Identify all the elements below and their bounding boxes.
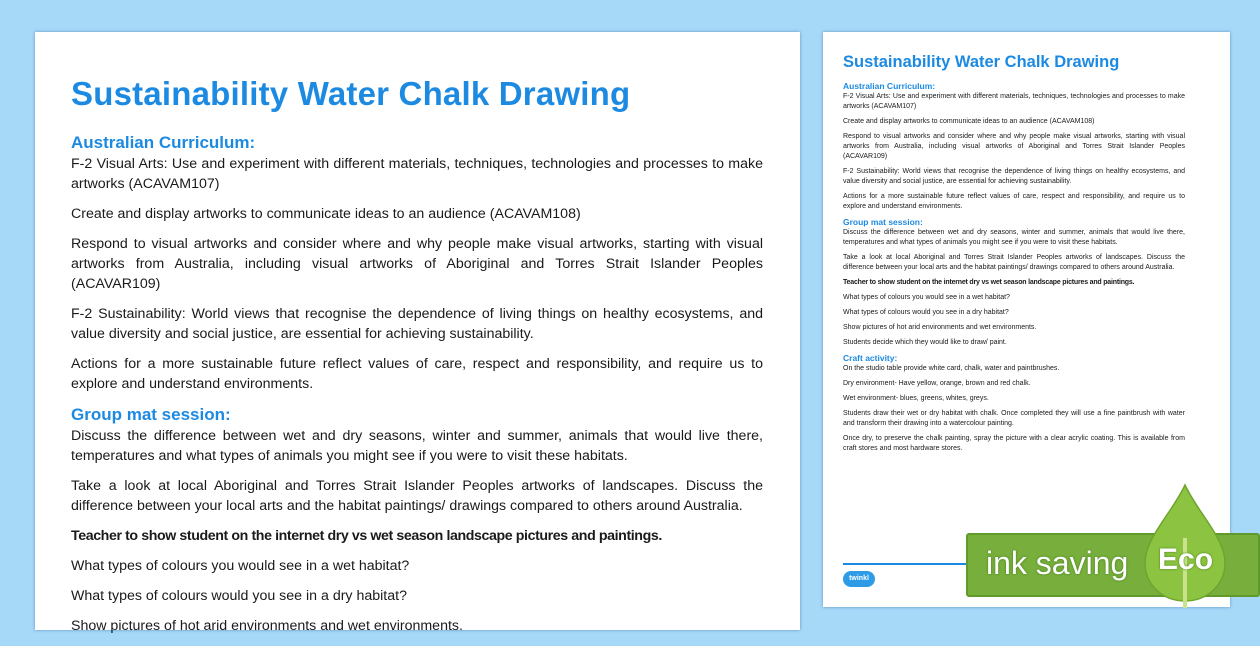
paragraph: Students decide which they would like to draw/ paint.	[843, 339, 1007, 346]
paragraph: Respond to visual artworks and consider where and why people make visual artworks, starting with visual artworks from Australia, including visual artworks of Aboriginal and Torres Strait Islander Peoples (ACAVAR109)	[843, 133, 1185, 160]
paragraph: Students draw their wet or dry habitat with chalk. Once completed they will use a fine paintbrush with water and transform their drawing into a watercolour painting.	[843, 410, 1185, 427]
paragraph: What types of colours you would see in a wet habitat?	[843, 294, 1010, 301]
paragraph: Teacher to show student on the internet dry vs wet season landscape pictures and paintings.	[843, 279, 1135, 286]
section-heading: Australian Curriculum:	[843, 81, 936, 91]
paragraph: Show pictures of hot arid environments and wet environments.	[71, 618, 463, 634]
document-body	[843, 51, 1185, 459]
paragraph: F-2 Sustainability: World views that recognise the dependence of living things on healthy ecosystems, and value diversity and social justice, are essential for achieving sustainability.	[71, 306, 763, 342]
ink-saving-label: ink saving	[986, 545, 1129, 581]
paragraph: F-2 Visual Arts: Use and experiment with different materials, techniques, technologies and processes to make artworks (ACAVAM107)	[71, 156, 763, 192]
section	[71, 404, 763, 636]
paragraph: Create and display artworks to communicate ideas to an audience (ACAVAM108)	[843, 118, 1095, 125]
paragraph: Wet environment- blues, greens, whites, greys.	[843, 395, 989, 402]
paragraph: Teacher to show student on the internet dry vs wet season landscape pictures and paintings.	[71, 528, 662, 544]
paragraph: F-2 Visual Arts: Use and experiment with different materials, techniques, technologies and processes to make artworks (ACAVAM107)	[843, 93, 1185, 110]
document-title: Sustainability Water Chalk Drawing	[71, 75, 631, 112]
section	[71, 132, 763, 394]
section	[843, 81, 1185, 212]
twinkl-logo: twinkl	[843, 571, 875, 587]
paragraph: What types of colours you would see in a wet habitat?	[71, 558, 410, 574]
section-heading: Group mat session:	[843, 217, 923, 227]
paragraph: What types of colours would you see in a dry habitat?	[71, 588, 407, 604]
section-heading: Australian Curriculum:	[71, 133, 256, 152]
paragraph: F-2 Sustainability: World views that recognise the dependence of living things on healthy ecosystems, and value diversity and social justice, are essential for achieving sustainability.	[843, 168, 1185, 185]
eco-label: Eco	[1158, 543, 1214, 576]
section-heading: Group mat session:	[71, 405, 231, 424]
paragraph: Respond to visual artworks and consider where and why people make visual artworks, starting with visual artworks from Australia, including visual artworks of Aboriginal and Torres Strait Islander Peoples (ACAVAR109)	[71, 236, 763, 292]
paragraph: What types of colours would you see in a dry habitat?	[843, 309, 1009, 316]
paragraph: Discuss the difference between wet and dry seasons, winter and summer, animals that would live there, temperatures and what types of animals you might see if you were to visit these habitats.	[71, 428, 763, 464]
paragraph: Discuss the difference between wet and dry seasons, winter and summer, animals that would live there, temperatures and what types of animals you might see if you were to visit these habitats.	[843, 229, 1185, 246]
section	[843, 217, 1185, 348]
document-body	[71, 72, 763, 646]
section	[843, 353, 1185, 454]
paragraph: Actions for a more sustainable future reflect values of care, respect and responsibility, and require us to explore and understand environments.	[71, 356, 763, 392]
paragraph: Take a look at local Aboriginal and Torres Strait Islander Peoples artworks of landscapes. Discuss the difference between your local arts and the habitat paintings/ drawings compared to others around Australia.	[71, 478, 763, 514]
section-heading: Craft activity:	[843, 353, 898, 363]
paragraph: Actions for a more sustainable future reflect values of care, respect and responsibility, and require us to explore and understand environments.	[843, 193, 1185, 210]
paragraph: Once dry, to preserve the chalk painting, spray the picture with a clear acrylic coating. This is available from craft stores and most hardware stores.	[843, 435, 1185, 452]
paragraph: Dry environment- Have yellow, orange, brown and red chalk.	[843, 380, 1031, 387]
document-title: Sustainability Water Chalk Drawing	[843, 53, 1120, 71]
paragraph: Show pictures of hot arid environments and wet environments.	[843, 324, 1037, 331]
paragraph: Create and display artworks to communicate ideas to an audience (ACAVAM108)	[71, 206, 581, 222]
paragraph: On the studio table provide white card, chalk, water and paintbrushes.	[843, 365, 1060, 372]
paragraph: Take a look at local Aboriginal and Torres Strait Islander Peoples artworks of landscapes. Discuss the difference between your local arts and the habitat paintings/ drawings compared to others around Australia.	[843, 254, 1185, 271]
document-preview-zoomed	[35, 32, 800, 634]
